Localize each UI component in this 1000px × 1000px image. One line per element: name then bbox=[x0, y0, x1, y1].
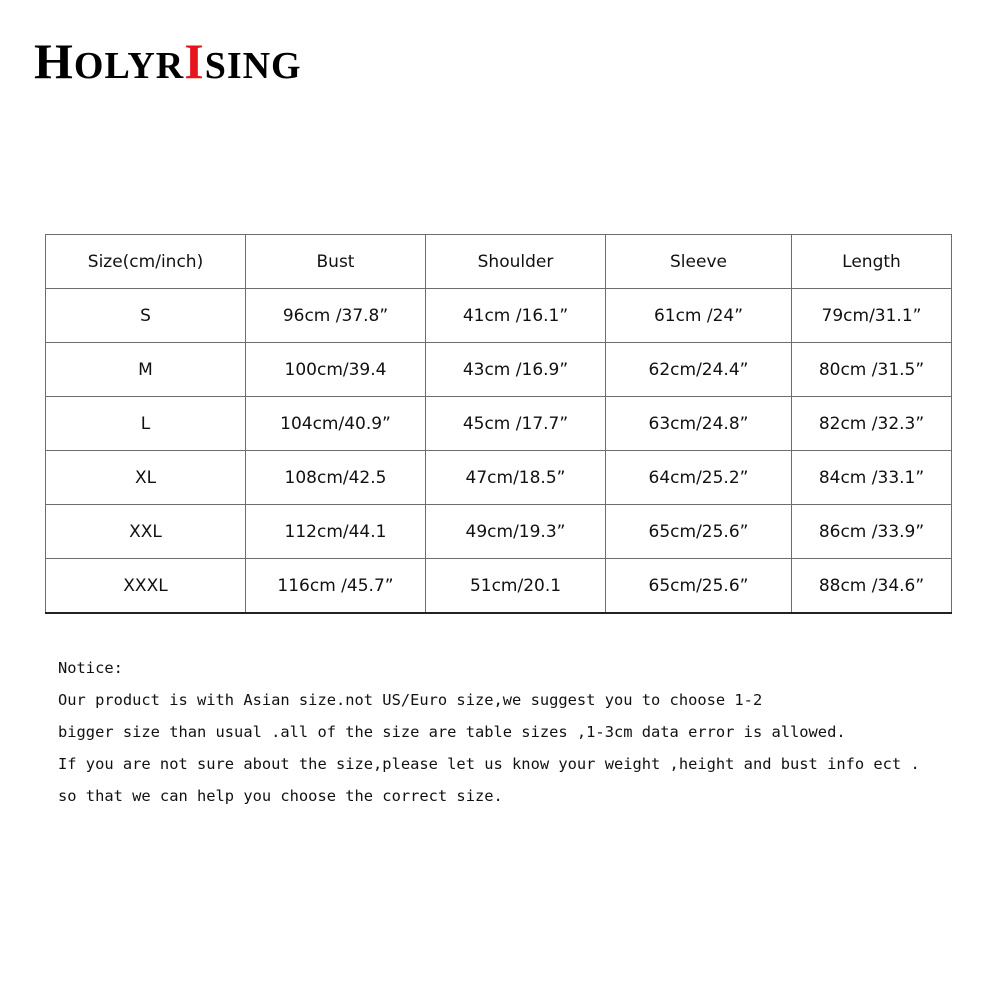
brand-logo bbox=[34, 33, 302, 89]
cell-bust: 112cm/44.1 bbox=[246, 505, 426, 559]
cell-shoulder: 43cm /16.9” bbox=[426, 343, 606, 397]
cell-sleeve: 64cm/25.2” bbox=[606, 451, 792, 505]
cell-size: L bbox=[46, 397, 246, 451]
table-row bbox=[46, 397, 952, 451]
cell-length: 80cm /31.5” bbox=[792, 343, 952, 397]
cell-shoulder: 49cm/19.3” bbox=[426, 505, 606, 559]
cell-shoulder: 41cm /16.1” bbox=[426, 289, 606, 343]
cell-sleeve: 65cm/25.6” bbox=[606, 505, 792, 559]
cell-bust: 100cm/39.4 bbox=[246, 343, 426, 397]
notice-block bbox=[58, 652, 998, 812]
cell-sleeve: 61cm /24” bbox=[606, 289, 792, 343]
cell-length: 79cm/31.1” bbox=[792, 289, 952, 343]
table-row bbox=[46, 559, 952, 614]
table-row bbox=[46, 505, 952, 559]
cell-length: 82cm /32.3” bbox=[792, 397, 952, 451]
table-header-row bbox=[46, 235, 952, 289]
header-sleeve: Sleeve bbox=[606, 235, 792, 289]
cell-size: XXL bbox=[46, 505, 246, 559]
logo-letters: OLYR bbox=[73, 45, 185, 87]
cell-bust: 116cm /45.7” bbox=[246, 559, 426, 614]
cell-bust: 104cm/40.9” bbox=[246, 397, 426, 451]
cell-bust: 108cm/42.5 bbox=[246, 451, 426, 505]
cell-sleeve: 63cm/24.8” bbox=[606, 397, 792, 451]
cell-length: 88cm /34.6” bbox=[792, 559, 952, 614]
cell-shoulder: 51cm/20.1 bbox=[426, 559, 606, 614]
cell-shoulder: 45cm /17.7” bbox=[426, 397, 606, 451]
notice-line: Our product is with Asian size.not US/Euro size,we suggest you to choose 1-2 bbox=[58, 691, 763, 709]
header-length: Length bbox=[792, 235, 952, 289]
notice-line: bigger size than usual .all of the size are table sizes ,1-3cm data error is allowed. bbox=[58, 723, 846, 741]
header-size: Size(cm/inch) bbox=[46, 235, 246, 289]
cell-size: M bbox=[46, 343, 246, 397]
cell-sleeve: 62cm/24.4” bbox=[606, 343, 792, 397]
table-row bbox=[46, 451, 952, 505]
notice-heading: Notice: bbox=[58, 659, 123, 677]
cell-size: XL bbox=[46, 451, 246, 505]
header-bust: Bust bbox=[246, 235, 426, 289]
header-shoulder: Shoulder bbox=[426, 235, 606, 289]
logo-letter-accent: I bbox=[184, 33, 205, 89]
cell-length: 86cm /33.9” bbox=[792, 505, 952, 559]
cell-bust: 96cm /37.8” bbox=[246, 289, 426, 343]
size-chart-table bbox=[45, 234, 952, 614]
cell-sleeve: 65cm/25.6” bbox=[606, 559, 792, 614]
cell-size: XXXL bbox=[46, 559, 246, 614]
notice-line: If you are not sure about the size,please let us know your weight ,height and bust info ect . bbox=[58, 755, 920, 773]
notice-line: so that we can help you choose the correct size. bbox=[58, 787, 503, 805]
table-row bbox=[46, 343, 952, 397]
cell-shoulder: 47cm/18.5” bbox=[426, 451, 606, 505]
logo-letters: SING bbox=[204, 45, 302, 87]
cell-length: 84cm /33.1” bbox=[792, 451, 952, 505]
logo-letter: H bbox=[34, 33, 74, 89]
table-row bbox=[46, 289, 952, 343]
cell-size: S bbox=[46, 289, 246, 343]
